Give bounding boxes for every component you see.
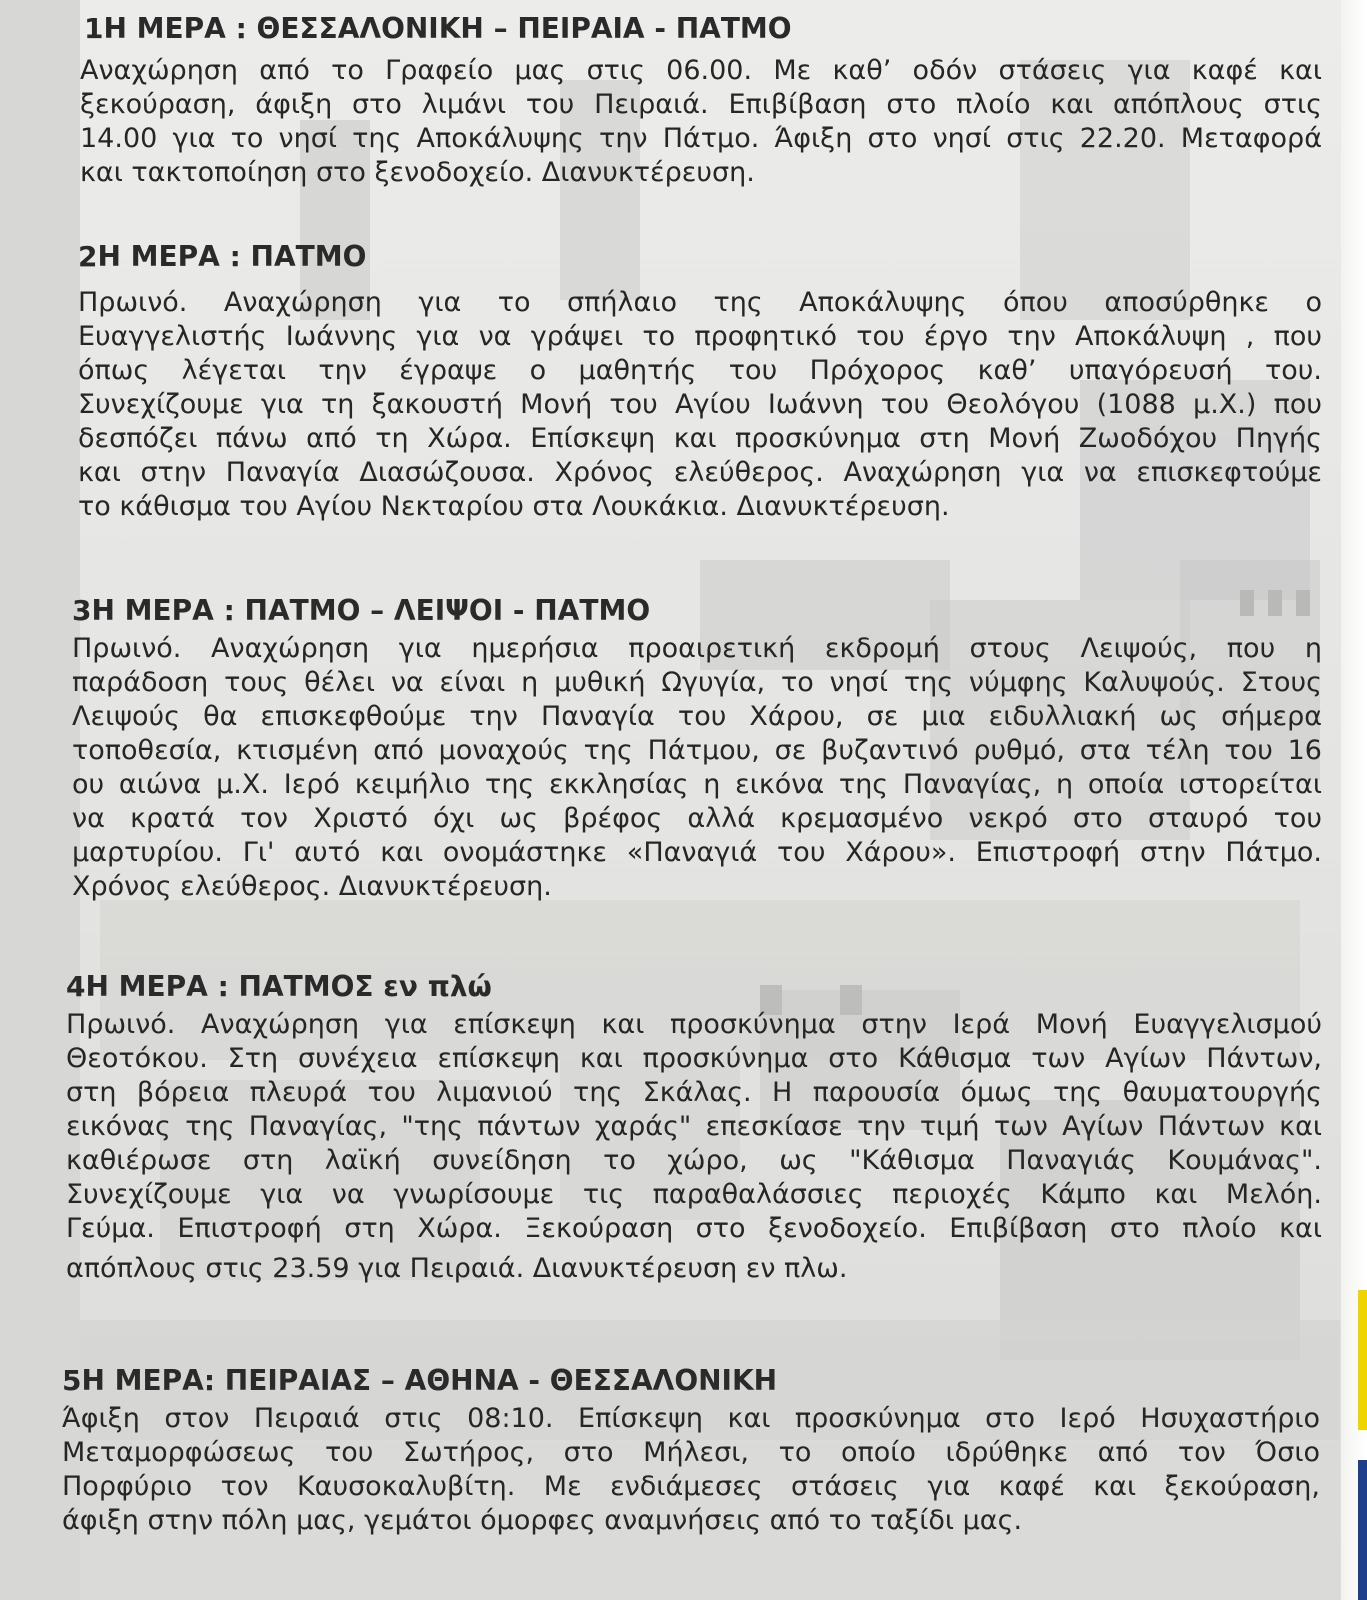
day-4-line-2: Θεοτόκου. Στη συνέχεια επίσκεψη και προσκύνημα στο Κάθισμα των Αγίων Πάντων, <box>66 1043 1322 1074</box>
day-1-line-2: ξεκούραση, άφιξη στο λιμάνι του Πειραιά. Επιβίβαση στο πλοίο και απόπλους στις <box>80 89 1322 120</box>
day-4-line-5: καθιέρωσε στη λαϊκή συνείδηση το χώρο, ως "Κάθισμα Παναγιάς Κουμάνας". <box>66 1145 1322 1176</box>
day-3-line-2: παράδοση τους θέλει να είναι η μυθική Ωγυγία, το νησί της νύμφης Καλυψούς. Στους <box>72 667 1322 698</box>
day-2-line-5: δεσπόζει πάνω από τη Χώρα. Επίσκεψη και προσκύνημα στη Μονή Ζωοδόχου Πηγής <box>78 423 1322 454</box>
day-1-line-3: 14.00 για το νησί της Αποκάλυψης την Πάτμο. Άφιξη στο νησί στις 22.20. Μεταφορά <box>80 123 1322 154</box>
day-4-line-8: απόπλους στις 23.59 για Πειραιά. Διανυκτέρευση εν πλω. <box>66 1253 848 1284</box>
day-2-line-7: το κάθισμα του Αγίου Νεκταρίου στα Λουκάκια. Διανυκτέρευση. <box>78 491 950 522</box>
day-3-line-3: Λειψούς θα επισκεφθούμε την Παναγία του Χάρου, σε μια ειδυλλιακή ως σήμερα <box>72 701 1322 732</box>
day-3-line-8: Χρόνος ελεύθερος. Διανυκτέρευση. <box>72 871 552 902</box>
day-3-line-6: να κρατά τον Χριστό όχι ως βρέφος αλλά κρεμασμένο νεκρό στο σταυρό του <box>72 803 1322 834</box>
day-2-line-6: και στην Παναγία Διασώζουσα. Χρόνος ελεύθερος. Αναχώρηση για να επισκεφτούμε <box>78 457 1322 488</box>
day-3-line-1: Πρωινό. Αναχώρηση για ημερήσια προαιρετική εκδρομή στους Λειψούς, που η <box>72 633 1322 664</box>
day-3-title: 3Η ΜΕΡΑ : ΠΑΤΜΟ – ΛΕΙΨΟΙ - ΠΑΤΜΟ <box>72 594 651 627</box>
day-5-line-1: Άφιξη στον Πειραιά στις 08:10. Επίσκεψη και προσκύνημα στο Ιερό Ησυχαστήριο <box>62 1403 1320 1434</box>
day-5-line-2: Μεταμορφώσεως του Σωτήρος, στο Μήλεσι, το οποίο ιδρύθηκε από τον Όσιο <box>62 1437 1320 1468</box>
day-1-line-4: και τακτοποίηση στο ξενοδοχείο. Διανυκτέρευση. <box>80 157 755 188</box>
day-4-line-1: Πρωινό. Αναχώρηση για επίσκεψη και προσκύνημα στην Ιερά Μονή Ευαγγελισμού <box>66 1009 1322 1040</box>
day-3-line-4: τοποθεσία, κτισμένη από μοναχούς της Πάτμου, σε βυζαντινό ρυθμό, στα τέλη του 16 <box>72 735 1322 766</box>
day-2-title: 2Η ΜΕΡΑ : ΠΑΤΜΟ <box>78 240 367 273</box>
day-4-title: 4Η ΜΕΡΑ : ΠΑΤΜΟΣ εν πλώ <box>66 970 492 1003</box>
day-1-title: 1Η ΜΕΡΑ : ΘΕΣΣΑΛΟΝΙΚΗ – ΠΕΙΡΑΙΑ - ΠΑΤΜΟ <box>84 12 792 45</box>
day-4-line-6: Συνεχίζουμε για να γνωρίσουμε τις παραθαλάσσιες περιοχές Κάμπο και Μελόη. <box>66 1179 1322 1210</box>
day-5-line-4: άφιξη στην πόλη μας, γεμάτοι όμορφες αναμνήσεις από το ταξίδι μας. <box>62 1505 1023 1536</box>
day-4-line-4: εικόνας της Παναγίας, "της πάντων χαράς" επεσκίασε την τιμή των Αγίων Πάντων και <box>66 1111 1322 1142</box>
day-5-title: 5Η ΜΕΡΑ: ΠΕΙΡΑΙΑΣ – ΑΘΗΝΑ - ΘΕΣΣΑΛΟΝΙΚΗ <box>62 1364 778 1397</box>
day-4-line-7: Γεύμα. Επιστροφή στη Χώρα. Ξεκούραση στο ξενοδοχείο. Επιβίβαση στο πλοίο και <box>66 1213 1322 1244</box>
day-5-line-3: Πορφύριο τον Καυσοκαλυβίτη. Με ενδιάμεσες στάσεις για καφέ και ξεκούραση, <box>62 1471 1320 1502</box>
day-2-line-4: Συνεχίζουμε για τη ξακουστή Μονή του Αγίου Ιωάννη του Θεολόγου (1088 μ.Χ.) που <box>78 389 1322 420</box>
day-1-line-1: Αναχώρηση από το Γραφείο μας στις 06.00. Με καθ’ οδόν στάσεις για καφέ και <box>80 55 1322 86</box>
day-2-line-2: Ευαγγελιστής Ιωάννης για να γράψει το προφητικό του έργο την Αποκάλυψη , που <box>78 321 1322 352</box>
day-2-line-3: όπως λέγεται την έγραψε ο μαθητής του Πρόχορος καθ’ υπαγόρευσή του. <box>78 355 1322 386</box>
day-4-line-3: στη βόρεια πλευρά του λιμανιού της Σκάλας. Η παρουσία όμως της θαυματουργής <box>66 1077 1322 1108</box>
day-3-line-5: ου αιώνα μ.Χ. Ιερό κειμήλιο της εκκλησίας η εικόνα της Παναγίας, η οποία ιστορείται <box>72 769 1322 800</box>
day-3-line-7: μαρτυρίου. Γι' αυτό και ονομάστηκε «Παναγιά του Χάρου». Επιστροφή στην Πάτμο. <box>72 837 1322 868</box>
day-2-line-1: Πρωινό. Αναχώρηση για το σπήλαιο της Αποκάλυψης όπου αποσύρθηκε ο <box>78 287 1322 318</box>
